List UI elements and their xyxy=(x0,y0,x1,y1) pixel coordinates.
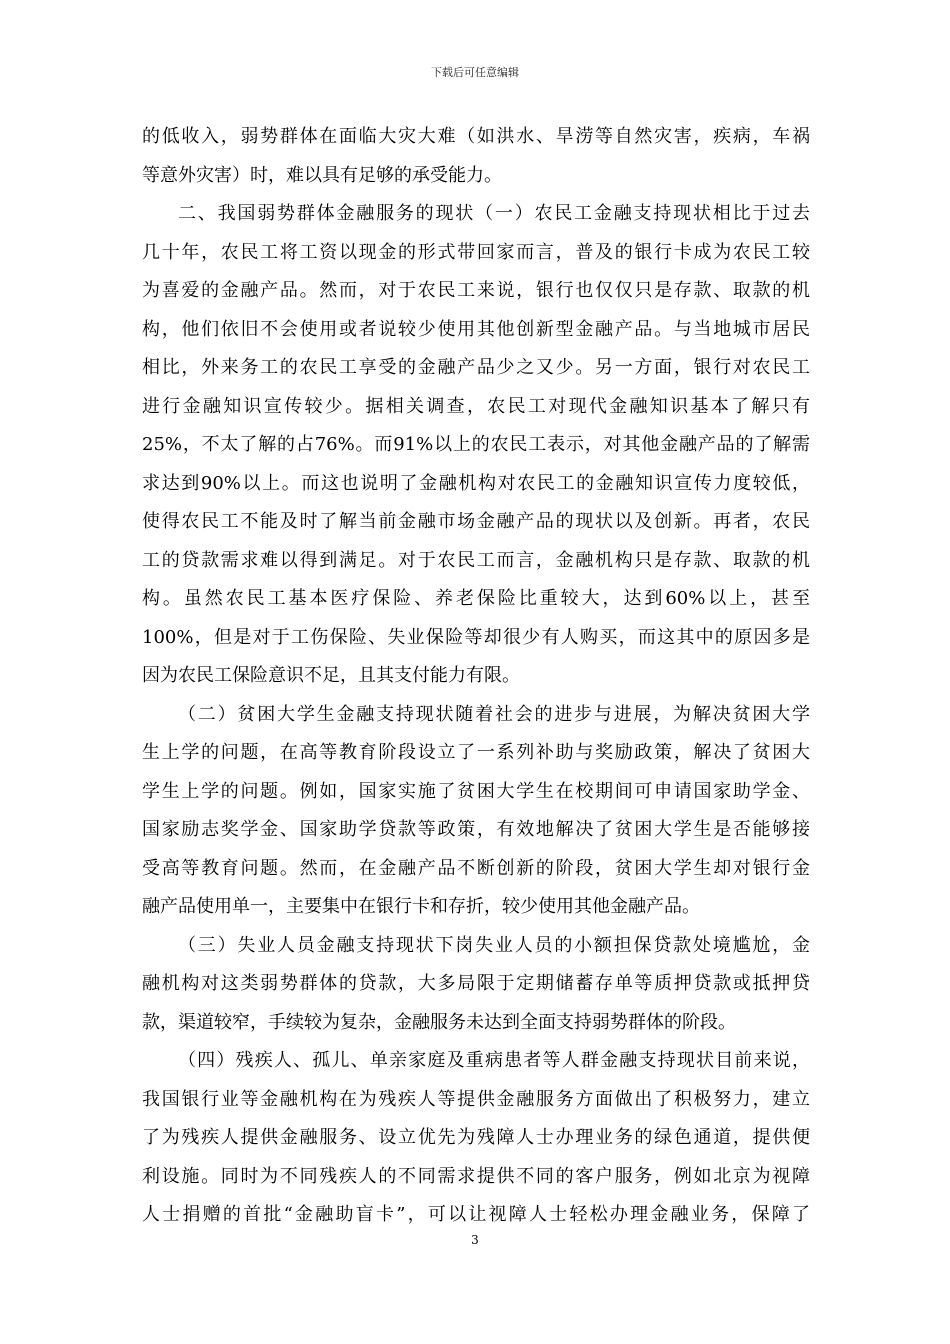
text-line: 因为农民工保险意识不足，且其支付能力有限。 xyxy=(142,665,520,686)
text-line: （二）贫困大学生金融支持现状随着社会的进步与进展，为解决贫困大学 xyxy=(178,703,810,725)
text-line: 为喜爱的金融产品。然而，对于农民工来说，银行也仅仅只是存款、取款的机 xyxy=(142,280,810,301)
page-footer xyxy=(0,1232,950,1248)
text-line: 进行金融知识宣传较少。据相关调查，农民工对现代金融知识基本了解只有 xyxy=(142,395,810,417)
text-line: 求达到90%以上。而这也说明了金融机构对农民工的金融知识宣传力度较低， xyxy=(142,472,810,494)
text-line: 利设施。同时为不同残疾人的不同需求提供不同的客户服务，例如北京为视障 xyxy=(142,1165,810,1187)
text-line: （三）失业人员金融支持现状下岗失业人员的小额担保贷款处境尴尬，金 xyxy=(178,934,810,956)
text-line: 构。虽然农民工基本医疗保险、养老保险比重较大，达到60%以上，甚至 xyxy=(142,588,810,609)
text-line: 25%，不太了解的占76%。而91%以上的农民工表示，对其他金融产品的了解需 xyxy=(142,434,810,455)
paragraph xyxy=(142,195,810,696)
text-line: 构，他们依旧不会使用或者说较少使用其他创新型金融产品。与当地城市居民 xyxy=(142,318,810,340)
page-header xyxy=(0,66,950,80)
text-line: 款，渠道较窄，手续较为复杂，金融服务未达到全面支持弱势群体的阶段。 xyxy=(142,1011,736,1033)
text-line: 生上学的问题，在高等教育阶段设立了一系列补助与奖励政策，解决了贫困大 xyxy=(142,742,810,763)
page-number: 3 xyxy=(471,1233,479,1247)
document-body xyxy=(142,118,810,1235)
text-line: 我国银行业等金融机构在为残疾人等提供金融服务方面做出了积极努力，建立 xyxy=(142,1088,810,1110)
header-note: 下载后可任意编辑 xyxy=(431,66,519,79)
text-line: 使得农民工不能及时了解当前金融市场金融产品的现状以及创新。再者，农民 xyxy=(142,511,810,532)
text-line: 等意外灾害）时，难以具有足够的承受能力。 xyxy=(142,164,502,186)
paragraph xyxy=(142,118,810,195)
paragraph xyxy=(142,927,810,1043)
text-line: 的低收入，弱势群体在面临大灾大难（如洪水、旱涝等自然灾害，疾病，车祸 xyxy=(142,126,810,147)
text-line: 几十年，农民工将工资以现金的形式带回家而言，普及的银行卡成为农民工较 xyxy=(142,241,810,263)
text-line: 国家励志奖学金、国家助学贷款等政策，有效地解决了贫困大学生是否能够接 xyxy=(142,819,810,840)
text-line: 了为残疾人提供金融服务、设立优先为残障人士办理业务的绿色通道，提供便 xyxy=(142,1127,810,1148)
text-line: 二、我国弱势群体金融服务的现状（一）农民工金融支持现状相比于过去 xyxy=(178,203,810,224)
paragraph xyxy=(142,1042,810,1235)
text-line: 融机构对这类弱势群体的贷款，大多局限于定期储蓄存单等质押贷款或抵押贷 xyxy=(142,973,810,994)
text-line: 学生上学的问题。例如，国家实施了贫困大学生在校期间可申请国家助学金、 xyxy=(142,780,810,802)
text-line: 融产品使用单一，主要集中在银行卡和存折，较少使用其他金融产品。 xyxy=(142,896,700,917)
text-line: 相比，外来务工的农民工享受的金融产品少之又少。另一方面，银行对农民工 xyxy=(142,357,810,378)
text-line: 人士捐赠的首批“金融助盲卡”，可以让视障人士轻松办理金融业务，保障了 xyxy=(142,1204,810,1225)
text-line: 受高等教育问题。然而，在金融产品不断创新的阶段，贫困大学生却对银行金 xyxy=(142,857,810,879)
text-line: 工的贷款需求难以得到满足。对于农民工而言，金融机构只是存款、取款的机 xyxy=(142,549,810,571)
text-line: （四）残疾人、孤儿、单亲家庭及重病患者等人群金融支持现状目前来说， xyxy=(178,1050,810,1071)
text-line: 100%，但是对于工伤保险、失业保险等却很少有人购买，而这其中的原因多是 xyxy=(142,626,810,648)
paragraph xyxy=(142,696,810,927)
